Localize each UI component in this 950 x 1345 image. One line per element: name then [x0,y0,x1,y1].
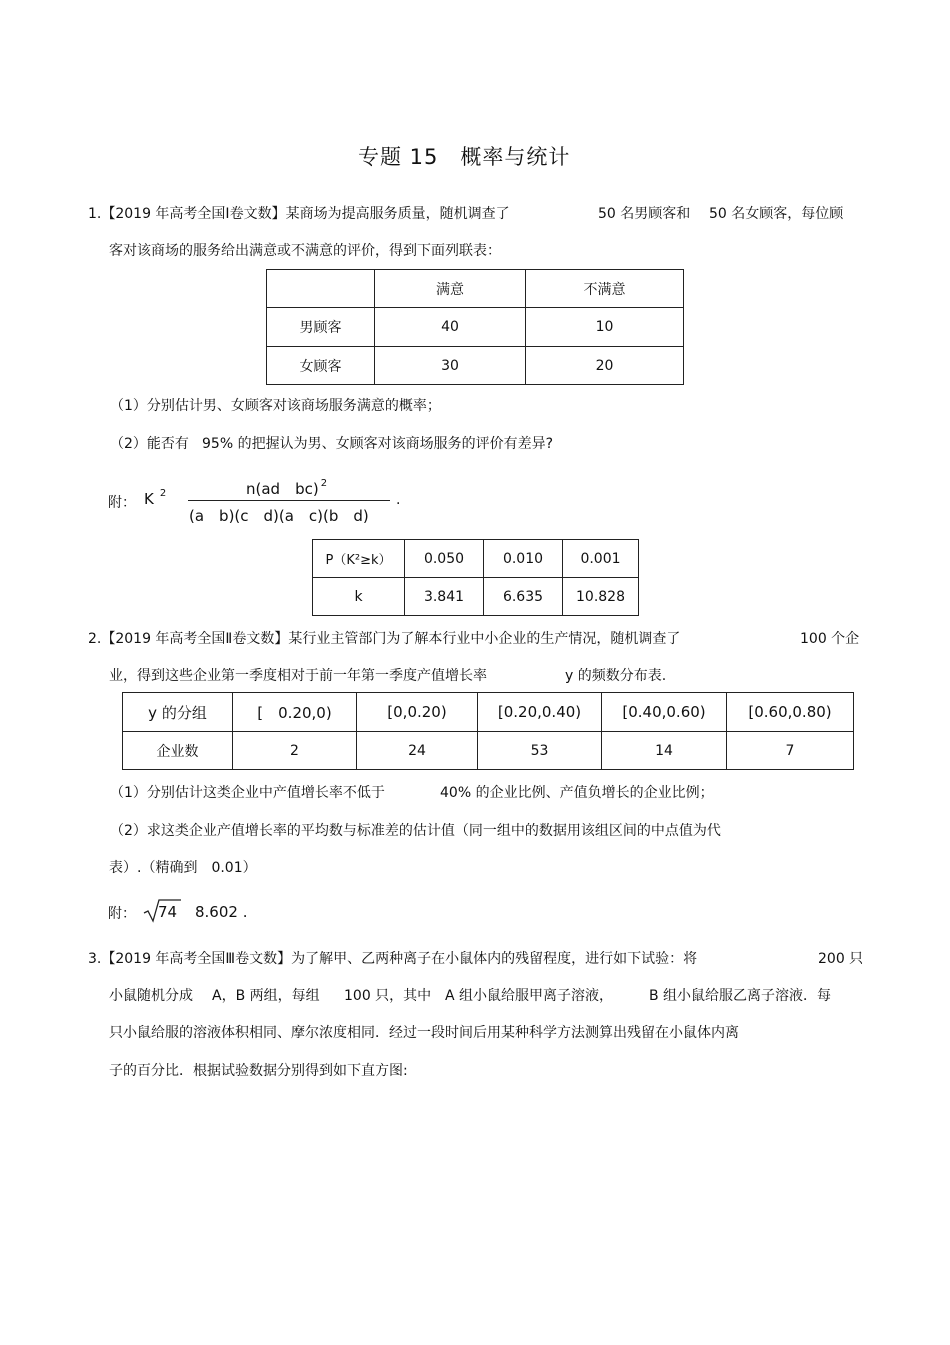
q1-line2: 客对该商场的服务给出满意或不满意的评价，得到下面列联表： [109,243,501,259]
q2-note-value: 8.602 . [195,903,248,921]
q2-frequency-table [122,692,854,770]
q3-line3: 只小鼠给服的溶液体积相同、摩尔浓度相同．经过一段时间后用某种科学方法测算出残留在小鼠体内离 [109,1025,739,1041]
formula-numerator-exponent: 2 [320,478,328,489]
q3-line1-b: 200 只 [818,951,864,967]
table-header-cell: [ 0.20,0) [233,693,357,732]
q2-note-prefix: 附： [108,906,136,922]
formula-k-exponent: 2 [159,488,167,499]
table-header-cell: [0,0.20) [357,693,478,732]
table-header-cell [267,270,375,308]
q1-line1-c: 50 名女顾客，每位顾 [709,206,844,222]
table-cell: 0.001 [563,540,639,578]
q2-sub1-a: （1）分别估计这类企业中产值增长率不低于 [110,785,385,801]
q3-line2-c: 100 只，其中 [344,988,432,1004]
q2-sub2: （2）求这类企业产值增长率的平均数与标准差的估计值（同一组中的数据用该组区间的中点值为代 [110,823,721,839]
formula-k-symbol: K [144,490,154,508]
formula-prefix: 附： [108,495,136,511]
formula-numerator [246,478,327,499]
q1-line1-a: 1.【2019 年高考全国Ⅰ卷文数】某商场为提高服务质量，随机调查了 [88,206,510,222]
q2-line2-a: 业，得到这些企业第一季度相对于前一年第一季度产值增长率 [109,668,487,684]
formula-period: . [396,492,401,508]
q1-sub2-a: （2）能否有 [110,436,189,452]
table-cell: P（K²≥k） [313,540,405,578]
table-header-cell: 满意 [375,270,526,308]
table-cell: 7 [727,732,854,770]
table-cell: 10 [526,308,684,347]
q1-critical-value-table [312,539,639,616]
table-cell: 24 [357,732,478,770]
table-cell: 2 [233,732,357,770]
q1-line1-b: 50 名男顾客和 [598,206,691,222]
q2-line2-b: y 的频数分布表. [565,668,667,684]
table-header-cell: y 的分组 [123,693,233,732]
table-cell: 40 [375,308,526,347]
q1-sub1: （1）分别估计男、女顾客对该商场服务满意的概率； [110,398,441,414]
table-cell: k [313,578,405,616]
fraction-bar [188,500,390,501]
table-cell: 53 [478,732,602,770]
table-header-cell: [0.40,0.60) [602,693,727,732]
q3-line2-b: A，B 两组，每组 [212,988,320,1004]
q3-line2-a: 小鼠随机分成 [109,988,193,1004]
table-header-cell: 不满意 [526,270,684,308]
table-header-cell: [0.60,0.80) [727,693,854,732]
table-cell: 0.050 [405,540,484,578]
formula-denominator: (a b)(c d)(a c)(b d) [189,507,369,525]
q2-sub1-b: 40% 的企业比例、产值负增长的企业比例； [440,785,714,801]
q1-contingency-table [266,269,684,385]
table-cell: 10.828 [563,578,639,616]
q1-sub2-b: 95% 的把握认为男、女顾客对该商场服务的评价有差异? [202,436,553,452]
table-cell: 女顾客 [267,347,375,385]
table-cell: 0.010 [484,540,563,578]
q2-note-radicand: 74 [158,903,178,921]
table-cell: 20 [526,347,684,385]
q2-line1-a: 2.【2019 年高考全国Ⅱ卷文数】某行业主管部门为了解本行业中小企业的生产情况，随机调查了 [88,631,681,647]
q3-line2-e: B 组小鼠给服乙离子溶液．每 [649,988,832,1004]
table-cell: 企业数 [123,732,233,770]
table-cell: 14 [602,732,727,770]
table-header-cell: [0.20,0.40) [478,693,602,732]
q2-sub2-cont: 表）.（精确到 0.01） [109,860,257,876]
q3-line2-d: A 组小鼠给服甲离子溶液， [445,988,614,1004]
table-cell: 3.841 [405,578,484,616]
q3-line1-a: 3.【2019 年高考全国Ⅲ卷文数】为了解甲、乙两种离子在小鼠体内的残留程度，进行如下试验：将 [88,951,698,967]
formula-numerator-text: n(ad bc) [246,480,319,498]
table-cell: 6.635 [484,578,563,616]
formula-k [144,490,166,508]
q2-line1-b: 100 个企 [800,631,860,647]
table-cell: 男顾客 [267,308,375,347]
page-title: 专题 15 概率与统计 [358,145,571,169]
q3-line4: 子的百分比．根据试验数据分别得到如下直方图: [109,1063,408,1079]
table-cell: 30 [375,347,526,385]
